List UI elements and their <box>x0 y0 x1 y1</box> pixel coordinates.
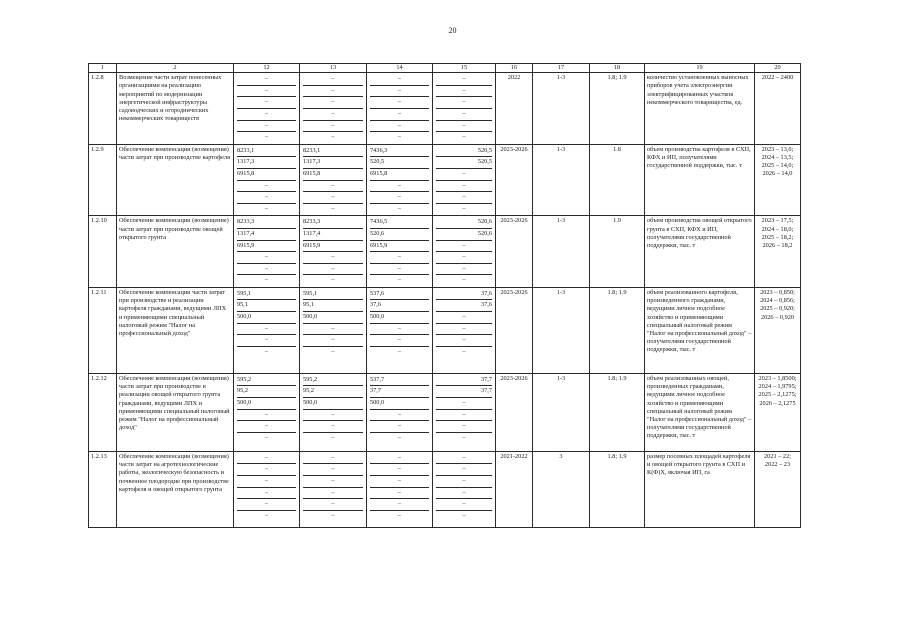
header-cell: 18 <box>590 64 645 73</box>
row-number: 1.2.11 <box>89 287 117 373</box>
funding-value: – <box>370 181 429 193</box>
indicator-description: объем производства картофеля в СХП, КФХ и ИП, получателями государственной поддержки, тыс. т <box>645 144 755 216</box>
funding-value: – <box>303 421 363 433</box>
task-number: 3 <box>533 451 590 527</box>
funding-value: – <box>436 121 492 133</box>
funding-value: – <box>264 347 269 355</box>
task-number: 1-3 <box>533 373 590 451</box>
funding-value: – <box>370 74 429 86</box>
header-cell: 2 <box>117 64 234 73</box>
funding-value: 500,0 <box>237 312 296 324</box>
table-row <box>89 73 801 145</box>
indicator-value: 2022 – 23 <box>764 461 791 469</box>
funding-value: – <box>370 476 429 488</box>
funding-value: – <box>303 192 363 204</box>
funding-value: – <box>370 97 429 109</box>
funding-value: 6915,9 <box>237 241 296 253</box>
funding-value: 500,0 <box>237 398 296 410</box>
funding-c13 <box>300 144 367 216</box>
funding-value: – <box>303 464 363 476</box>
funding-value: 537,6 <box>370 289 429 301</box>
measure-name: Возмещение части затрат понесенных организациями на реализацию мероприятий по модернизации энергетической инфраструктуры садоводческих и огороднических некоммерческих товариществ <box>117 73 234 145</box>
funding-value: – <box>397 433 402 441</box>
indicator-values <box>755 216 801 288</box>
funding-value: – <box>303 476 363 488</box>
funding-value: – <box>303 252 363 264</box>
funding-value: – <box>436 252 492 264</box>
funding-value: 6915,8 <box>370 169 429 181</box>
measure-name: Обеспечение компенсации (возмещения) части затрат при производстве картофеля <box>117 144 234 216</box>
funding-value: – <box>436 192 492 204</box>
indicator-number: 1.8; 1.9 <box>590 451 645 527</box>
funding-value: – <box>370 86 429 98</box>
funding-value: – <box>370 499 429 511</box>
header-cell: 17 <box>533 64 590 73</box>
funding-c14 <box>367 144 433 216</box>
funding-c13 <box>300 451 367 527</box>
funding-value: 595,2 <box>303 375 363 387</box>
funding-value: 520,6 <box>436 229 492 241</box>
funding-value: – <box>370 121 429 133</box>
funding-value: – <box>397 133 402 141</box>
period-years: 2023-2026 <box>496 216 533 288</box>
funding-c12 <box>234 73 300 145</box>
funding-value: – <box>436 476 492 488</box>
indicator-value: 2023 – 0,850; <box>760 288 795 296</box>
funding-value: – <box>397 204 402 212</box>
funding-value: 37,6 <box>436 289 492 301</box>
indicator-values <box>755 373 801 451</box>
funding-value: 37,6 <box>370 300 429 312</box>
funding-value: – <box>436 499 492 511</box>
funding-c15 <box>433 451 496 527</box>
funding-value: 6915,9 <box>303 241 363 253</box>
measure-name: Обеспечение компенсации (возмещения) части затрат на агротехнологические работы, экологическую безопасность и почвенное плодородие при производстве картофеля и овощей открытого грунта <box>117 451 234 527</box>
indicator-description: размер посевных площадей картофеля и овощей открытого грунта в СХП и К(Ф)Х, включая ИП, га <box>645 451 755 527</box>
funding-value: – <box>462 204 466 212</box>
funding-value: 8233,3 <box>303 217 363 229</box>
funding-value: – <box>397 347 402 355</box>
funding-value: – <box>331 133 335 141</box>
funding-value: – <box>436 410 492 422</box>
funding-value: 95,1 <box>303 300 363 312</box>
program-table <box>88 63 801 528</box>
funding-c12 <box>234 144 300 216</box>
indicator-value: 2024 – 13,5; <box>761 153 794 161</box>
period-years: 2023-2026 <box>496 287 533 373</box>
table-row <box>89 144 801 216</box>
funding-c13 <box>300 373 367 451</box>
indicator-number: 1.8 <box>590 144 645 216</box>
funding-value: 500,0 <box>303 398 363 410</box>
funding-value: – <box>397 276 402 284</box>
funding-value: – <box>303 453 363 465</box>
indicator-values <box>755 451 801 527</box>
funding-value: – <box>462 433 466 441</box>
funding-value: 1317,4 <box>303 229 363 241</box>
indicator-value: 2026 – 14,0 <box>762 170 793 178</box>
funding-c12 <box>234 451 300 527</box>
header-cell: 12 <box>234 64 300 73</box>
header-cell: 1 <box>89 64 117 73</box>
header-row <box>89 64 801 73</box>
funding-value: – <box>462 133 466 141</box>
indicator-value: 2026 – 18,2 <box>762 241 793 249</box>
funding-value: 537,7 <box>370 375 429 387</box>
header-cell: 16 <box>496 64 533 73</box>
indicator-description: количество установленных выносных приборов учета электроэнергии электрифицированных участков некоммерческого товарищества, ед. <box>645 73 755 145</box>
funding-c14 <box>367 216 433 288</box>
funding-value: 8233,1 <box>303 146 363 158</box>
indicator-values <box>755 287 801 373</box>
funding-c15 <box>433 144 496 216</box>
funding-c12 <box>234 287 300 373</box>
funding-value: – <box>237 252 296 264</box>
funding-value: – <box>237 499 296 511</box>
funding-value: – <box>237 464 296 476</box>
funding-value: – <box>303 97 363 109</box>
task-number: 1-3 <box>533 73 590 145</box>
funding-value: – <box>237 324 296 336</box>
funding-value: – <box>436 464 492 476</box>
funding-value: – <box>397 511 402 519</box>
indicator-number: 1.8; 1.9 <box>590 287 645 373</box>
funding-value: – <box>303 335 363 347</box>
indicator-values <box>755 73 801 145</box>
funding-c14 <box>367 73 433 145</box>
funding-value: 95,2 <box>303 386 363 398</box>
funding-value: 37,7 <box>436 375 492 387</box>
funding-value: – <box>264 433 269 441</box>
funding-value: – <box>303 324 363 336</box>
funding-value: – <box>370 464 429 476</box>
task-number: 1-3 <box>533 216 590 288</box>
funding-value: – <box>237 109 296 121</box>
funding-value: 37,6 <box>436 300 492 312</box>
funding-value: – <box>303 74 363 86</box>
funding-c12 <box>234 216 300 288</box>
indicator-value: 2025 – 14,0; <box>761 162 794 170</box>
funding-value: 520,6 <box>370 229 429 241</box>
funding-value: 595,1 <box>303 289 363 301</box>
funding-value: 6915,8 <box>303 169 363 181</box>
funding-value: – <box>436 398 492 410</box>
funding-value: 95,1 <box>237 300 296 312</box>
funding-value: – <box>264 276 269 284</box>
indicator-value: 2025 – 2,1275; <box>758 391 797 399</box>
funding-value: 8233,1 <box>237 146 296 158</box>
funding-value: – <box>237 488 296 500</box>
funding-value: – <box>303 264 363 276</box>
indicator-number: 1.8; 1.9 <box>590 73 645 145</box>
funding-value: 6915,8 <box>237 169 296 181</box>
header-cell: 19 <box>645 64 755 73</box>
funding-c14 <box>367 373 433 451</box>
funding-value: 520,5 <box>436 146 492 158</box>
funding-value: – <box>331 276 335 284</box>
period-years: 2022 <box>496 73 533 145</box>
indicator-value: 2023 – 1,8500; <box>758 374 797 382</box>
funding-value: – <box>436 241 492 253</box>
funding-value: 500,0 <box>303 312 363 324</box>
funding-value: – <box>237 421 296 433</box>
funding-value: – <box>303 109 363 121</box>
funding-value: – <box>436 97 492 109</box>
funding-value: – <box>436 109 492 121</box>
funding-value: 37,7 <box>370 386 429 398</box>
funding-value: 7436,5 <box>370 217 429 229</box>
funding-value: – <box>436 324 492 336</box>
indicator-value: 2022 – 2400 <box>761 74 794 82</box>
row-number: 1.2.12 <box>89 373 117 451</box>
funding-value: – <box>436 74 492 86</box>
funding-value: 6915,9 <box>370 241 429 253</box>
measure-name: Обеспечение компенсации (возмещения) части затрат при производстве и реализации овощей открытого грунта гражданами, ведущими ЛПХ и применяющими специальный налоговый режим "Налог на профессиональный доход" <box>117 373 234 451</box>
funding-value: – <box>370 324 429 336</box>
funding-value: – <box>370 410 429 422</box>
funding-value: – <box>436 421 492 433</box>
funding-value: – <box>370 109 429 121</box>
funding-value: – <box>237 97 296 109</box>
funding-value: – <box>331 433 335 441</box>
funding-c12 <box>234 373 300 451</box>
table-row <box>89 373 801 451</box>
period-years: 2023-2026 <box>496 373 533 451</box>
funding-value: – <box>370 421 429 433</box>
funding-value: – <box>303 410 363 422</box>
indicator-number: 1.8; 1.9 <box>590 373 645 451</box>
funding-value: 500,0 <box>370 398 429 410</box>
funding-c14 <box>367 451 433 527</box>
funding-value: – <box>370 192 429 204</box>
funding-value: – <box>303 488 363 500</box>
funding-value: – <box>237 74 296 86</box>
row-number: 1.2.9 <box>89 144 117 216</box>
funding-value: – <box>462 511 466 519</box>
indicator-value: 2025 – 18,2; <box>761 233 794 241</box>
funding-value: – <box>264 511 269 519</box>
funding-c13 <box>300 73 367 145</box>
measure-name: Обеспечение компенсации части затрат при производстве и реализации картофеля гражданами, ведущими ЛПХ и применяющими специальный налоговый режим "Налог на профессиональный доход" <box>117 287 234 373</box>
indicator-description: объем реализованных овощей, произведенных гражданами, ведущими личное подсобное хозяйство и применяющими специальный налоговый режим "Налог на профессиональный доход" – получателями государственной поддержки, тыс. т <box>645 373 755 451</box>
task-number: 1-3 <box>533 144 590 216</box>
funding-value: – <box>370 252 429 264</box>
indicator-value: 2024 – 1,9795; <box>758 383 797 391</box>
header-cell: 14 <box>367 64 433 73</box>
funding-value: – <box>331 347 335 355</box>
indicator-value: 2021 – 22; <box>764 452 791 460</box>
funding-value: 7436,3 <box>370 146 429 158</box>
row-number: 1.2.8 <box>89 73 117 145</box>
funding-value: – <box>237 335 296 347</box>
funding-value: – <box>303 121 363 133</box>
funding-c15 <box>433 73 496 145</box>
funding-value: 1317,4 <box>237 229 296 241</box>
funding-value: – <box>370 335 429 347</box>
funding-value: – <box>462 276 466 284</box>
indicator-value: 2024 – 0,856; <box>760 297 795 305</box>
header-cell: 13 <box>300 64 367 73</box>
period-years: 2021-2022 <box>496 451 533 527</box>
funding-value: 1317,3 <box>237 157 296 169</box>
row-number: 1.2.13 <box>89 451 117 527</box>
funding-value: – <box>237 86 296 98</box>
funding-c15 <box>433 216 496 288</box>
funding-value: 595,1 <box>237 289 296 301</box>
funding-value: 520,6 <box>436 217 492 229</box>
indicator-values <box>755 144 801 216</box>
indicator-value: 2023 – 13,0; <box>761 145 794 153</box>
funding-value: – <box>237 264 296 276</box>
funding-value: – <box>303 86 363 98</box>
funding-value: – <box>331 511 335 519</box>
funding-c15 <box>433 287 496 373</box>
period-years: 2023-2026 <box>496 144 533 216</box>
indicator-value: 2023 – 17,5; <box>761 217 794 225</box>
header-cell: 20 <box>755 64 801 73</box>
table-row <box>89 216 801 288</box>
funding-value: – <box>370 488 429 500</box>
page-number: 20 <box>448 26 457 35</box>
funding-value: – <box>436 169 492 181</box>
indicator-value: 2025 – 0,920; <box>760 305 795 313</box>
funding-value: – <box>436 264 492 276</box>
funding-value: – <box>462 347 466 355</box>
funding-value: – <box>370 264 429 276</box>
funding-value: – <box>436 312 492 324</box>
funding-value: – <box>237 453 296 465</box>
funding-value: 500,0 <box>370 312 429 324</box>
funding-value: – <box>436 488 492 500</box>
indicator-value: 2026 – 0,920 <box>760 313 795 321</box>
funding-c13 <box>300 216 367 288</box>
funding-value: 1317,3 <box>303 157 363 169</box>
funding-value: 95,2 <box>237 386 296 398</box>
header-cell: 15 <box>433 64 496 73</box>
funding-value: – <box>436 335 492 347</box>
funding-value: 8233,3 <box>237 217 296 229</box>
funding-value: – <box>237 476 296 488</box>
funding-value: – <box>264 204 269 212</box>
funding-c13 <box>300 287 367 373</box>
indicator-number: 1.9 <box>590 216 645 288</box>
table-row <box>89 287 801 373</box>
funding-value: – <box>370 453 429 465</box>
funding-value: 520,5 <box>436 157 492 169</box>
funding-value: – <box>237 121 296 133</box>
table-row <box>89 451 801 527</box>
funding-value: – <box>303 499 363 511</box>
funding-value: – <box>237 192 296 204</box>
funding-value: 595,2 <box>237 375 296 387</box>
row-number: 1.2.10 <box>89 216 117 288</box>
indicator-value: 2026 – 2,1275 <box>759 399 796 407</box>
funding-value: – <box>436 453 492 465</box>
indicator-description: объем производства овощей открытого грунта в СХП, КФХ и ИП, получателями государственной поддержки, тыс. т <box>645 216 755 288</box>
funding-c15 <box>433 373 496 451</box>
funding-value: – <box>436 181 492 193</box>
funding-value: – <box>331 204 335 212</box>
funding-value: 520,5 <box>370 157 429 169</box>
task-number: 1-3 <box>533 287 590 373</box>
funding-c14 <box>367 287 433 373</box>
funding-value: – <box>436 86 492 98</box>
funding-value: 37,7 <box>436 386 492 398</box>
indicator-value: 2024 – 18,0; <box>761 225 794 233</box>
funding-value: – <box>237 410 296 422</box>
funding-value: – <box>237 181 296 193</box>
funding-value: – <box>303 181 363 193</box>
indicator-description: объем реализованного картофеля, произведенного гражданами, ведущими личное подсобное хозяйство и применяющими специальный налоговый режим "Налог на профессиональный доход" – получателями государственной поддержки, тыс. т <box>645 287 755 373</box>
funding-value: – <box>264 133 269 141</box>
measure-name: Обеспечение компенсации (возмещение) части затрат при производстве овощей открытого грунта <box>117 216 234 288</box>
